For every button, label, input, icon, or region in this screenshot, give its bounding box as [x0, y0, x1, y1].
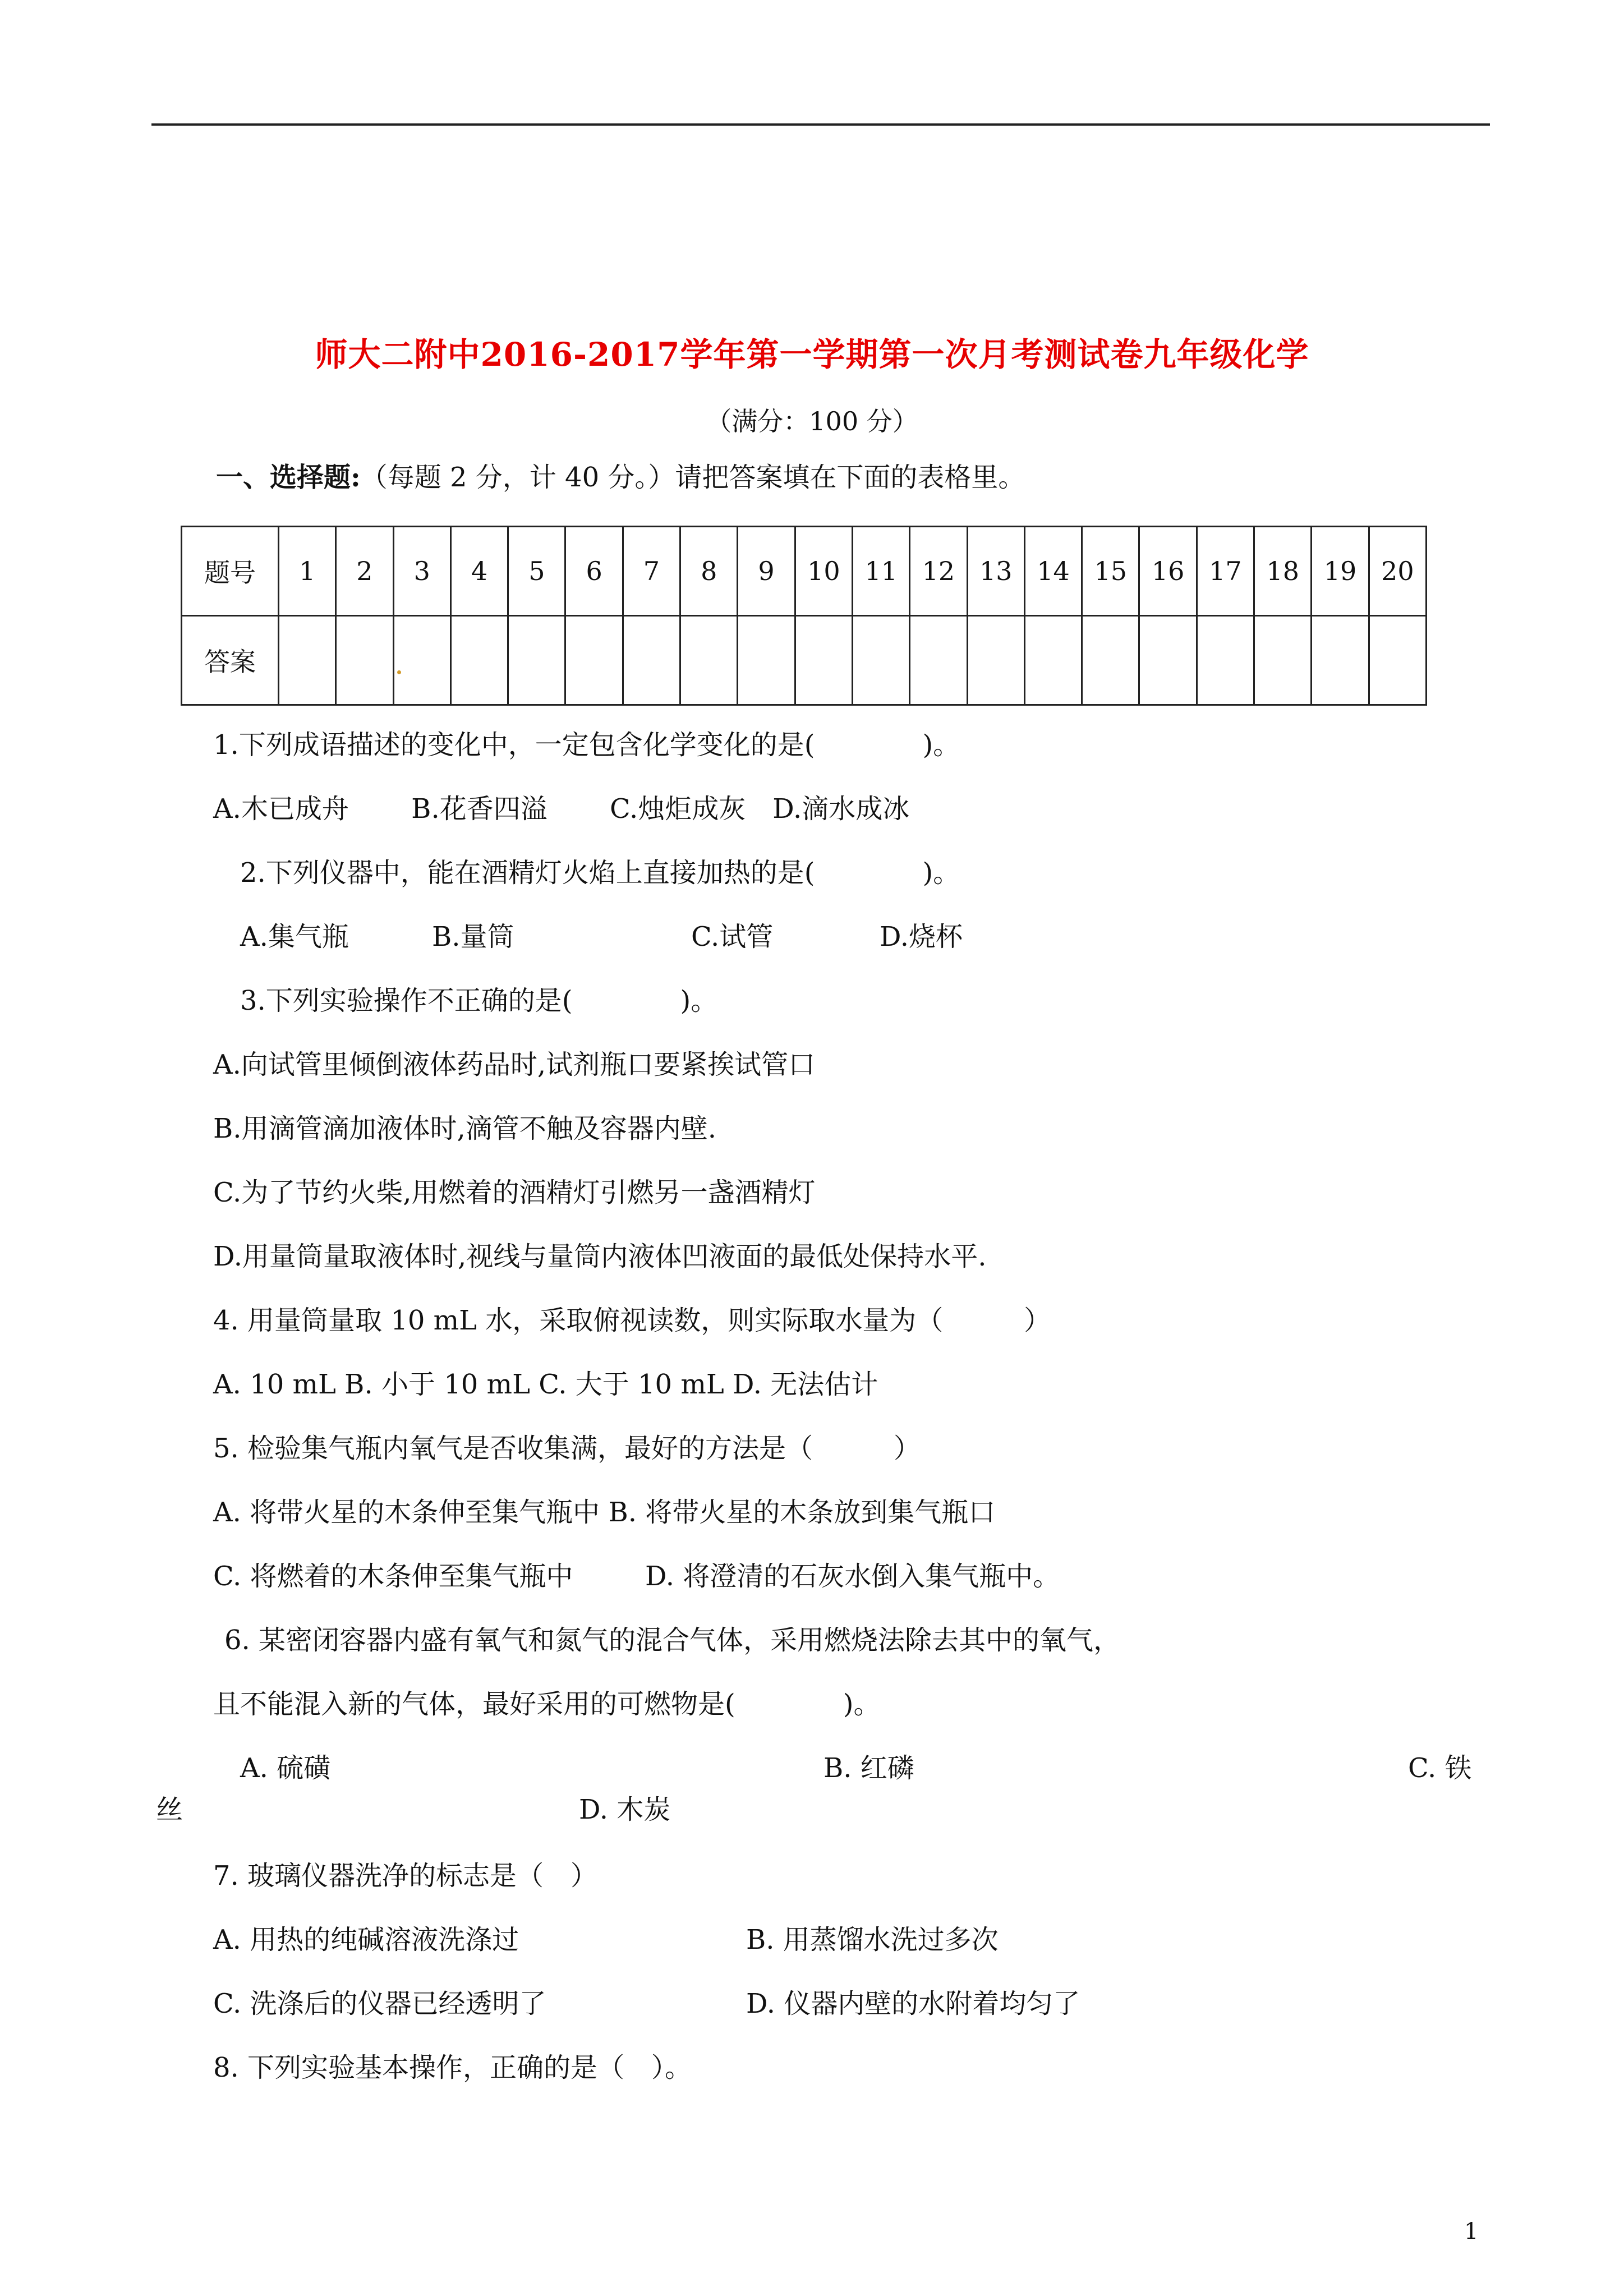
- question-number-cell: 11: [852, 527, 909, 616]
- question-7-option-b: B. 用蒸馏水洗过多次: [746, 1924, 999, 1955]
- question-number-cell: 13: [967, 527, 1024, 616]
- question-number-cell: 6: [565, 527, 623, 616]
- question-number-cell: 4: [450, 527, 508, 616]
- table-row-answers: [182, 616, 1427, 705]
- question-5-stem: 5. 检验集气瓶内氧气是否收集满，最好的方法是（ ）: [213, 1433, 921, 1464]
- question-6-option-d: D. 木炭: [579, 1794, 671, 1825]
- question-2-option-a: A.集气瓶: [240, 921, 349, 953]
- row-label-answer: 答案: [182, 616, 279, 705]
- answer-table: [181, 526, 1427, 706]
- row-label-number: 题号: [182, 527, 279, 616]
- answer-cell[interactable]: [910, 616, 967, 705]
- answer-cell[interactable]: [1254, 616, 1312, 705]
- answer-cell[interactable]: [1369, 616, 1426, 705]
- answer-cell[interactable]: [450, 616, 508, 705]
- question-number-cell: 19: [1312, 527, 1369, 616]
- question-number-cell: 9: [738, 527, 795, 616]
- question-number-cell: 5: [508, 527, 565, 616]
- question-4-stem: 4. 用量筒量取 10 mL 水，采取俯视读数，则实际取水量为（ ）: [213, 1305, 1051, 1336]
- question-number-cell: 2: [336, 527, 393, 616]
- question-number-cell: 8: [680, 527, 738, 616]
- question-number-cell: 20: [1369, 527, 1426, 616]
- question-7-option-a: A. 用热的纯碱溶液洗涤过: [213, 1924, 519, 1955]
- question-7-stem: 7. 玻璃仪器洗净的标志是（ ）: [213, 1860, 598, 1892]
- question-3-stem: 3.下列实验操作不正确的是( )。: [240, 985, 718, 1016]
- answer-cell[interactable]: [738, 616, 795, 705]
- question-6-stem-line-2: 且不能混入新的气体，最好采用的可燃物是( )。: [213, 1688, 881, 1720]
- answer-cell[interactable]: [1197, 616, 1254, 705]
- question-number-cell: 17: [1197, 527, 1254, 616]
- section-1-instruction: （每题 2 分，计 40 分。）请把答案填在下面的表格里。: [360, 462, 1025, 493]
- question-3-option-c: C.为了节约火柴,用燃着的酒精灯引燃另一盏酒精灯: [213, 1177, 816, 1208]
- answer-cell[interactable]: [623, 616, 680, 705]
- question-3-option-a: A.向试管里倾倒液体药品时,试剂瓶口要紧挨试管口: [213, 1049, 816, 1080]
- question-7-option-c: C. 洗涤后的仪器已经透明了: [213, 1988, 546, 2019]
- question-number-cell: 1: [279, 527, 336, 616]
- answer-cell[interactable]: [336, 616, 393, 705]
- section-1-label: 一、选择题:: [216, 462, 361, 493]
- exam-title: 师大二附中2016-2017学年第一学期第一次月考测试卷九年级化学: [315, 335, 1309, 374]
- question-2-option-b: B.量筒: [432, 921, 514, 953]
- question-number-cell: 3: [393, 527, 450, 616]
- answer-cell[interactable]: [967, 616, 1024, 705]
- answer-cell[interactable]: [393, 616, 450, 705]
- answer-cell[interactable]: [508, 616, 565, 705]
- answer-cell[interactable]: [1082, 616, 1139, 705]
- question-5-options-ab: A. 将带火星的木条伸至集气瓶中 B. 将带火星的木条放到集气瓶口: [213, 1497, 996, 1528]
- question-1-options: A.木已成舟 B.花香四溢 C.烛炬成灰 D.滴水成冰: [213, 793, 910, 825]
- question-number-cell: 14: [1024, 527, 1082, 616]
- question-3-option-d: D.用量筒量取液体时,视线与量筒内液体凹液面的最低处保持水平.: [213, 1241, 987, 1272]
- answer-cell[interactable]: [795, 616, 852, 705]
- question-4-options: A. 10 mL B. 小于 10 mL C. 大于 10 mL D. 无法估计: [213, 1369, 878, 1400]
- question-number-cell: 12: [910, 527, 967, 616]
- full-score: （满分：100 分）: [706, 406, 918, 436]
- question-6-option-a: A. 硫磺: [240, 1752, 331, 1784]
- answer-cell[interactable]: [1139, 616, 1197, 705]
- question-number-cell: 16: [1139, 527, 1197, 616]
- header-rule: [151, 123, 1490, 126]
- question-number-cell: 18: [1254, 527, 1312, 616]
- question-1-stem: 1.下列成语描述的变化中，一定包含化学变化的是( )。: [213, 729, 960, 761]
- question-6-option-c: C. 铁: [1408, 1752, 1472, 1784]
- answer-cell[interactable]: [565, 616, 623, 705]
- question-2-stem: 2.下列仪器中，能在酒精灯火焰上直接加热的是( )。: [240, 857, 960, 889]
- question-2-option-c: C.试管: [691, 921, 774, 953]
- answer-cell[interactable]: [1024, 616, 1082, 705]
- question-7-option-d: D. 仪器内壁的水附着均匀了: [746, 1988, 1080, 2019]
- question-6-stem-line-1: 6. 某密闭容器内盛有氧气和氮气的混合气体，采用燃烧法除去其中的氧气，: [224, 1625, 1121, 1656]
- question-number-cell: 15: [1082, 527, 1139, 616]
- table-row-numbers: [182, 527, 1427, 616]
- question-6-option-b: B. 红磷: [823, 1752, 914, 1784]
- question-3-option-b: B.用滴管滴加液体时,滴管不触及容器内壁.: [213, 1113, 717, 1144]
- question-number-cell: 7: [623, 527, 680, 616]
- answer-cell[interactable]: [680, 616, 738, 705]
- question-5-option-c: C. 将燃着的木条伸至集气瓶中: [213, 1561, 573, 1592]
- answer-cell[interactable]: [1312, 616, 1369, 705]
- answer-cell[interactable]: [279, 616, 336, 705]
- stray-dot-mark: [397, 670, 401, 674]
- section-1-heading: [216, 463, 1025, 493]
- question-5-option-d: D. 将澄清的石灰水倒入集气瓶中。: [645, 1561, 1060, 1592]
- question-8-stem: 8. 下列实验基本操作，正确的是（ ）。: [213, 2052, 692, 2083]
- question-2-option-d: D.烧杯: [880, 921, 963, 953]
- page-number: 1: [1464, 2219, 1479, 2244]
- question-6-option-c-wrap: 丝: [156, 1794, 183, 1825]
- answer-cell[interactable]: [852, 616, 909, 705]
- question-number-cell: 10: [795, 527, 852, 616]
